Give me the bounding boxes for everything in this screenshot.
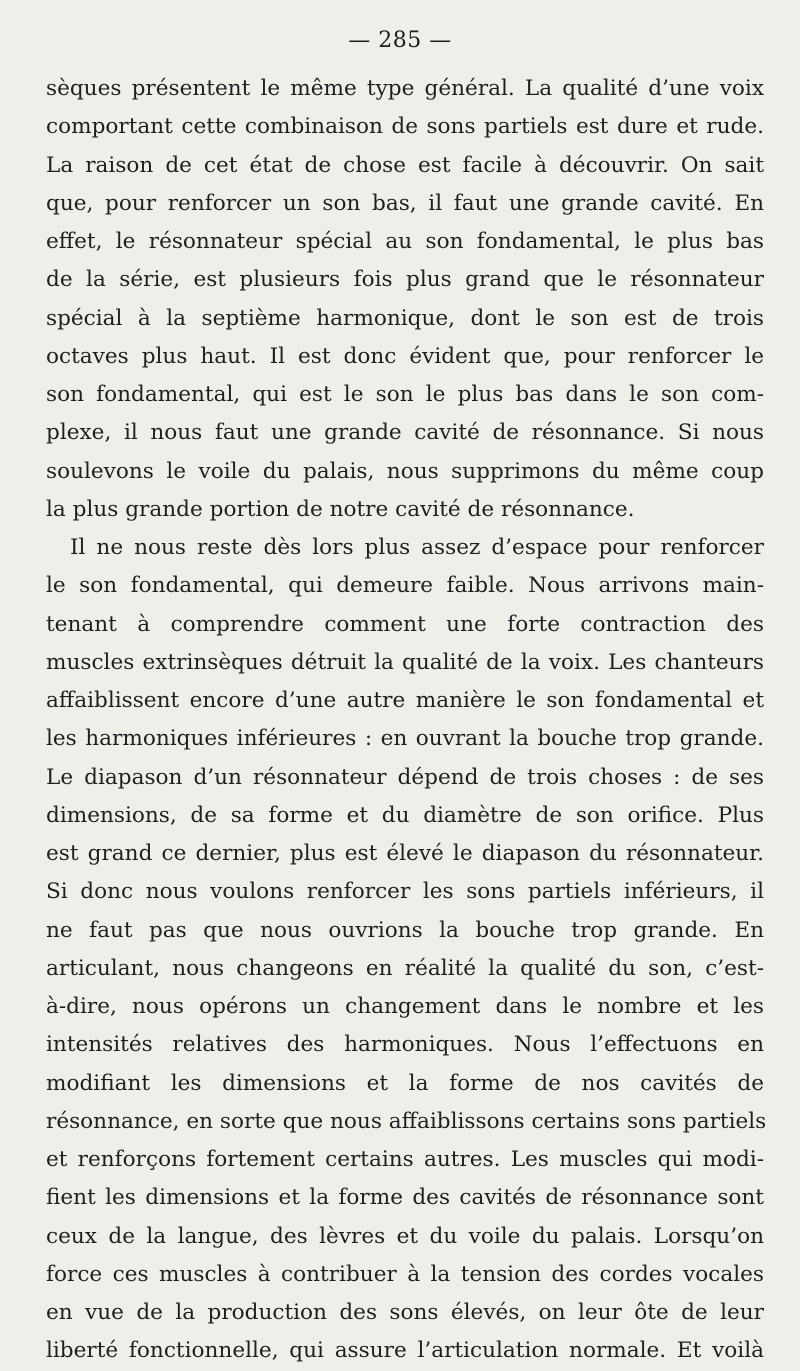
text-line: résonnance, en sorte que nous affaiblissons certains sons partiels xyxy=(46,1108,767,1134)
text-line: les harmoniques inférieures : en ouvrant la bouche trop grande. xyxy=(46,726,764,752)
text-line: La raison de cet état de chose est facile à découvrir. On sait xyxy=(46,152,764,178)
text-line: et renforçons fortement certains autres. Les muscles qui modi- xyxy=(46,1147,764,1172)
text-line: liberté fonctionnelle, qui assure l’articulation normale. Et voilà xyxy=(46,1338,764,1364)
text-line: à-dire, nous opérons un changement dans le nombre et les xyxy=(46,994,764,1019)
text-line: ceux de la langue, des lèvres et du voile du palais. Lorsqu’on xyxy=(46,1223,764,1249)
text-line: tenant à comprendre comment une forte contraction des xyxy=(46,611,764,637)
text-line: muscles extrinsèques détruit la qualité de la voix. Les chanteurs xyxy=(46,649,764,675)
text-line: intensités relatives des harmoniques. Nous l’effectuons en xyxy=(46,1032,764,1058)
text-line: le son fondamental, qui demeure faible. Nous arrivons main- xyxy=(46,573,764,599)
text-line: Si donc nous voulons renforcer les sons partiels inférieurs, il xyxy=(46,879,764,905)
text-line: en vue de la production des sons élevés, on leur ôte de leur xyxy=(46,1300,764,1325)
text-line: sèques présentent le même type général. La qualité d’une voix xyxy=(46,76,764,101)
text-line: ne faut pas que nous ouvrions la bouche trop grande. En xyxy=(46,917,764,943)
text-line: affaiblissent encore d’une autre manière le son fondamental et xyxy=(46,688,764,713)
text-line: octaves plus haut. Il est donc évident que, pour renforcer le xyxy=(46,343,764,369)
text-line: dimensions, de sa forme et du diamètre de son orifice. Plus xyxy=(46,802,764,828)
text-line: son fondamental, qui est le son le plus bas dans le son com- xyxy=(46,382,764,407)
text-line: la plus grande portion de notre cavité de résonnance. xyxy=(46,496,635,522)
text-line: que, pour renforcer un son bas, il faut une grande cavité. En xyxy=(46,190,764,216)
text-line: plexe, il nous faut une grande cavité de résonnance. Si nous xyxy=(46,420,764,446)
text-line: comportant cette combinaison de sons partiels est dure et rude. xyxy=(46,114,764,140)
body-text xyxy=(46,70,767,1371)
text-line: spécial à la septième harmonique, dont le son est de trois xyxy=(46,305,764,331)
text-line: force ces muscles à contribuer à la tension des cordes vocales xyxy=(46,1261,764,1287)
text-line: soulevons le voile du palais, nous supprimons du même coup xyxy=(46,458,764,484)
text-line: effet, le résonnateur spécial au son fondamental, le plus bas xyxy=(46,229,764,254)
text-line: articulant, nous changeons en réalité la qualité du son, c’est- xyxy=(46,955,764,981)
text-line: Il ne nous reste dès lors plus assez d’espace pour renforcer xyxy=(70,535,764,560)
text-line: modifiant les dimensions et la forme de nos cavités de xyxy=(46,1070,764,1096)
text-line: est grand ce dernier, plus est élevé le diapason du résonnateur. xyxy=(46,841,764,866)
text-line: fient les dimensions et la forme des cavités de résonnance sont xyxy=(46,1185,764,1211)
text-line: Le diapason d’un résonnateur dépend de trois choses : de ses xyxy=(46,764,764,790)
page-number: — 285 — xyxy=(348,28,452,53)
text-line: de la série, est plusieurs fois plus grand que le résonnateur xyxy=(46,267,764,293)
